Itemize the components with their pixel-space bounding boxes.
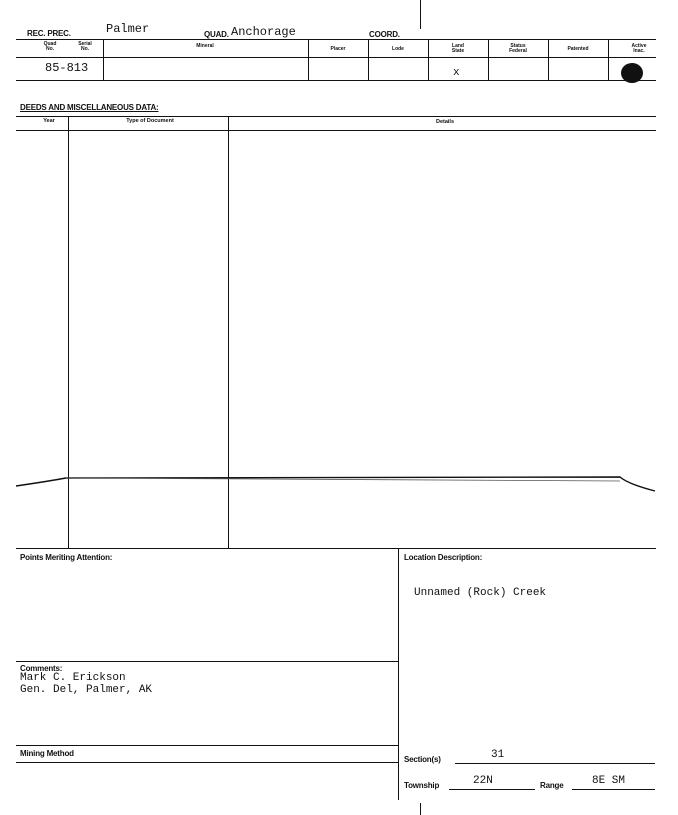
range-label: Range <box>540 781 564 790</box>
header-quad-no: Quad No. <box>43 41 57 52</box>
lower-center-divider <box>398 548 399 800</box>
deeds-bottom-line <box>16 548 656 549</box>
quad-label: QUAD. <box>204 30 229 39</box>
comments-value: Mark C. Erickson Gen. Del, Palmer, AK <box>20 672 153 696</box>
township-underline <box>449 789 535 790</box>
location-description-value: Unnamed (Rock) Creek <box>414 587 547 599</box>
township-value: 22N <box>473 775 493 787</box>
rec-prec-value: Palmer <box>106 22 150 36</box>
range-value: 8E SM <box>592 775 626 787</box>
comments-label: Comments: <box>20 664 63 673</box>
header-active-inactive: Active Inac. <box>631 43 647 54</box>
status-col-divider <box>608 39 609 80</box>
status-table-bottom-line <box>16 80 656 81</box>
comments-top-line <box>16 661 398 662</box>
mining-method-label: Mining Method <box>20 749 74 758</box>
status-table-top-line <box>16 39 656 40</box>
header-placer: Placer <box>330 46 346 52</box>
header-type-of-document: Type of Document <box>126 118 174 124</box>
header-status-federal: Status Federal <box>509 43 527 54</box>
deeds-header-line <box>16 130 656 131</box>
bottom-tick <box>420 803 421 815</box>
header-year: Year <box>43 118 55 124</box>
status-col-divider <box>103 39 104 80</box>
deeds-top-line <box>16 116 656 117</box>
status-table-header-line <box>16 57 656 58</box>
status-col-divider <box>368 39 369 80</box>
location-description-label: Location Description: <box>404 553 483 562</box>
land-state-mark: x <box>453 67 460 79</box>
status-col-divider <box>488 39 489 80</box>
quad-serial-value: 85-813 <box>45 61 89 75</box>
section-value: 31 <box>491 749 505 761</box>
section-label: Section(s) <box>404 755 441 764</box>
active-filled-marker <box>621 63 643 83</box>
range-underline <box>572 789 655 790</box>
mining-method-top-line <box>16 745 398 746</box>
rec-prec-label: REC. PREC. <box>27 29 71 38</box>
header-details: Details <box>435 119 455 125</box>
status-col-divider <box>308 39 309 80</box>
header-lode: Lode <box>392 46 404 52</box>
status-col-divider <box>548 39 549 80</box>
section-underline <box>455 763 655 764</box>
coord-label: COORD. <box>369 30 400 39</box>
deeds-section-label: DEEDS AND MISCELLANEOUS DATA: <box>20 103 159 112</box>
mining-method-bottom-line <box>16 762 398 763</box>
top-tick <box>420 0 421 29</box>
township-label: Township <box>404 781 440 790</box>
header-land-state: Land State <box>451 43 465 54</box>
page-seam-line <box>0 470 678 500</box>
quad-value: Anchorage <box>231 25 296 39</box>
header-mineral: Mineral <box>196 43 214 49</box>
points-meriting-label: Points Meriting Attention: <box>20 553 113 562</box>
header-serial-no: Serial No. <box>78 41 92 52</box>
status-col-divider <box>428 39 429 80</box>
header-patented: Patented <box>567 46 589 52</box>
